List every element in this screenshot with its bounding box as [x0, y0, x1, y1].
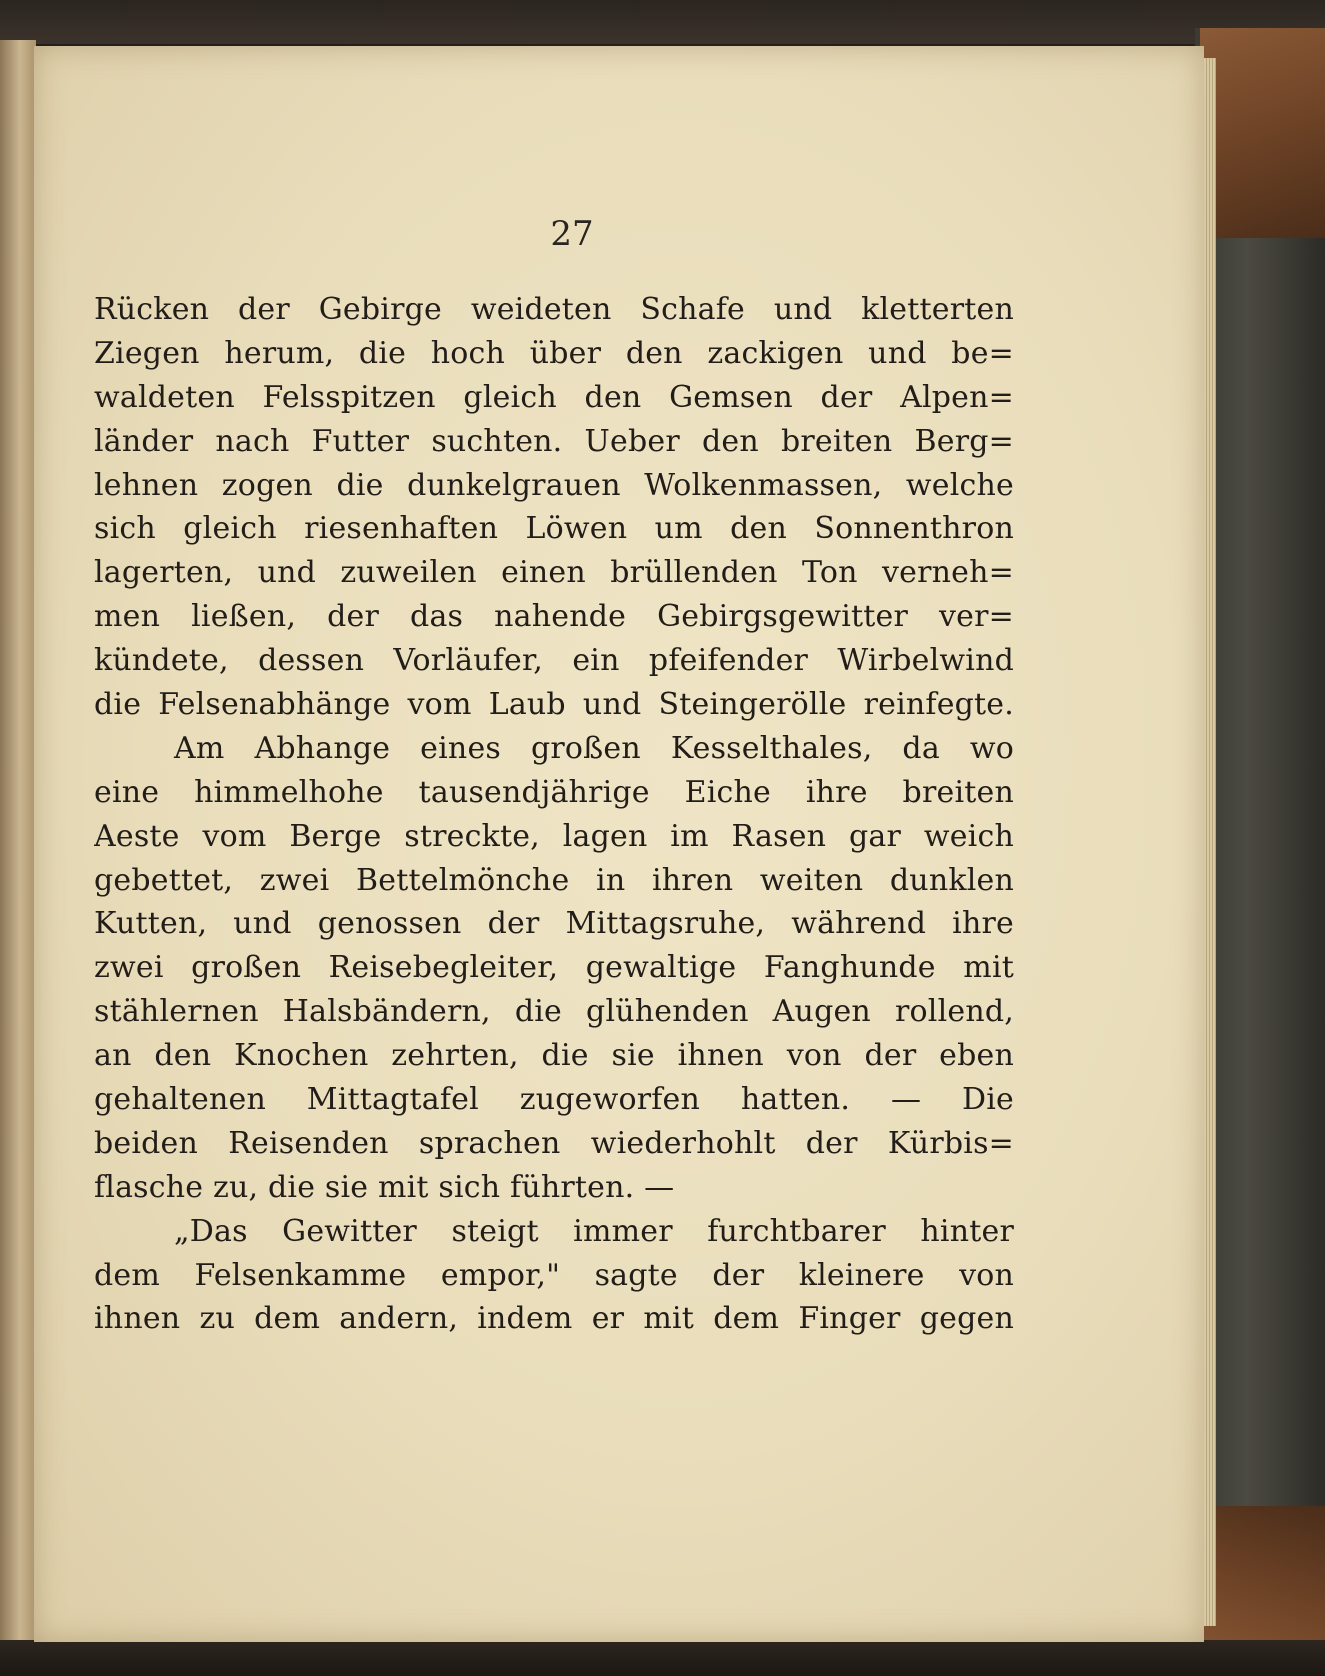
text-line: gehaltenen Mittagtafel zugeworfen hatten. — Die: [94, 1082, 1014, 1118]
text-line: die Felsenabhänge vom Laub und Steingerölle reinfegte.: [94, 687, 1014, 723]
text-line: waldeten Felsspitzen gleich den Gemsen der Alpen=: [94, 379, 1014, 415]
text-line: Rücken der Gebirge weideten Schafe und kletterten: [94, 292, 1014, 327]
text-line: lagerten, und zuweilen einen brüllenden Ton verneh=: [94, 555, 1014, 591]
text-line: kündete, dessen Vorläufer, ein pfeifender Wirbelwind: [94, 643, 1014, 679]
text-line: Ziegen herum, die hoch über den zackigen und be=: [94, 335, 1014, 371]
text-line: Am Abhange eines großen Kesselthales, da wo: [174, 730, 1014, 766]
text-line: gebettet, zwei Bettelmönche in ihren weiten dunklen: [94, 862, 1014, 898]
text-line: Aeste vom Berge streckte, lagen im Rasen gar weich: [94, 818, 1014, 854]
text-line: lehnen zogen die dunkelgrauen Wolkenmassen, welche: [94, 467, 1014, 503]
text-line: sich gleich riesenhaften Löwen um den Sonnenthron: [94, 511, 1014, 547]
text-line: an den Knochen zehrten, die sie ihnen von der eben: [94, 1038, 1014, 1074]
leather-corner-top: [1200, 28, 1325, 238]
page-number: 27: [550, 214, 594, 254]
body-text: [94, 288, 1014, 1341]
book-cover-top: [0, 0, 1325, 44]
facing-page-edge: [0, 40, 36, 1640]
text-line: eine himmelhohe tausendjährige Eiche ihre breiten: [94, 774, 1014, 810]
text-line: dem Felsenkamme empor," sagte der kleinere von: [94, 1257, 1014, 1293]
text-line: ihnen zu dem andern, indem er mit dem Finger gegen: [94, 1301, 1014, 1337]
text-line: „Das Gewitter steigt immer furchtbarer hinter: [174, 1213, 1014, 1249]
book-page: [34, 46, 1204, 1642]
text-line: Kutten, und genossen der Mittagsruhe, während ihre: [94, 906, 1014, 942]
text-line: zwei großen Reisebegleiter, gewaltige Fanghunde mit: [94, 950, 1014, 986]
book-cover-bottom: [0, 1640, 1325, 1676]
text-line: beiden Reisenden sprachen wiederhohlt der Kürbis=: [94, 1125, 1014, 1161]
text-line: men ließen, der das nahende Gebirgsgewitter ver=: [94, 599, 1014, 635]
text-line: länder nach Futter suchten. Ueber den breiten Berg=: [94, 423, 1014, 459]
text-line: stählernen Halsbändern, die glühenden Augen rollend,: [94, 994, 1014, 1030]
text-line: flasche zu, die sie mit sich führten. —: [94, 1169, 675, 1205]
